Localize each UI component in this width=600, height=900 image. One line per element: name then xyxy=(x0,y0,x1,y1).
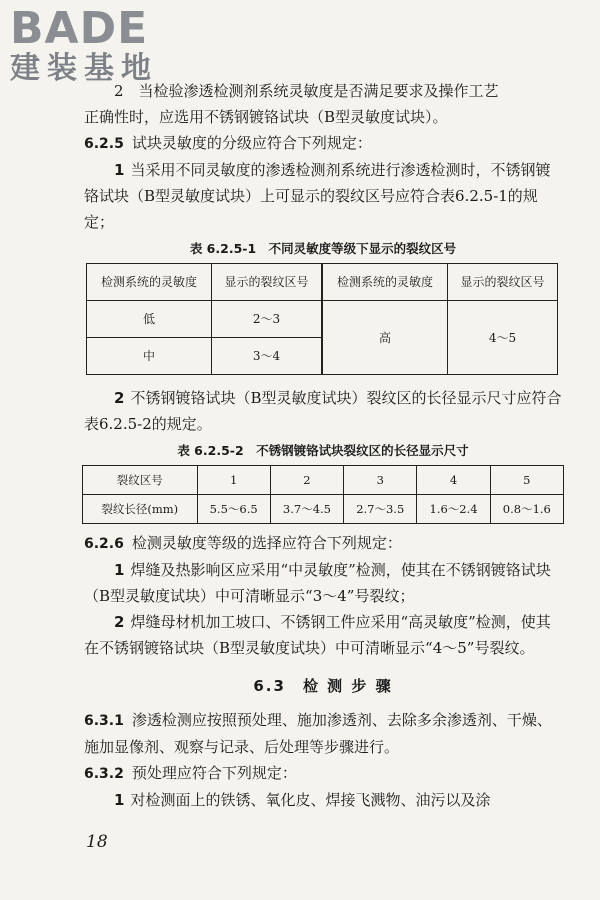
table-cell: 4～5 xyxy=(448,301,558,375)
logo-subtitle: 建装基地 xyxy=(10,51,158,86)
table-cell: 4 xyxy=(417,466,490,495)
clause-number: 6.3.1 xyxy=(84,713,124,729)
table-cell: 高 xyxy=(322,301,448,375)
table-cell: 1 xyxy=(197,466,270,495)
table-cell: 5.5～6.5 xyxy=(197,495,270,524)
table-row xyxy=(83,495,564,524)
clause-6-2-6 xyxy=(84,530,562,557)
logo-wordmark: BADE xyxy=(10,3,149,54)
table-header-cell: 显示的裂纹区号 xyxy=(212,264,322,301)
table-cell: 中 xyxy=(87,338,212,375)
item-text: 不锈钢镀铬试块（B型灵敏度试块）裂纹区的长径显示尺寸应符合表6.2.5-2的规定。 xyxy=(84,389,562,433)
item-text: 对检测面上的铁锈、氧化皮、焊接飞溅物、油污以及涂 xyxy=(130,791,491,809)
item-1 xyxy=(84,557,562,609)
table-cell: 裂纹区号 xyxy=(83,466,198,495)
table-cell: 5 xyxy=(490,466,563,495)
clause-6-3-1 xyxy=(84,707,562,760)
item-number: 2 xyxy=(114,389,125,407)
table-cell: 低 xyxy=(87,301,212,338)
paragraph-line: 正确性时，应选用不锈钢镀铬试块（B型灵敏度试块）。 xyxy=(84,108,448,126)
item-number: 1 xyxy=(114,561,125,579)
table-cell: 3 xyxy=(344,466,417,495)
table-1-title: 表 6.2.5-1 不同灵敏度等级下显示的裂纹区号 xyxy=(189,241,457,256)
clause-number: 6.2.5 xyxy=(84,136,124,152)
table-cell: 2.7～3.5 xyxy=(344,495,417,524)
section-heading: 6.3 检 测 步 骤 xyxy=(253,677,393,695)
clause-text: 试块灵敏度的分级应符合下列规定： xyxy=(131,134,372,152)
table-cell: 2～3 xyxy=(212,301,322,338)
table-2-title: 表 6.2.5-2 不锈钢镀铬试块裂纹区的长径显示尺寸 xyxy=(177,443,469,458)
clause-text: 预处理应符合下列规定： xyxy=(131,764,297,782)
sensitivity-table xyxy=(86,263,558,375)
item-text: 焊缝母材机加工坡口、不锈钢工件应采用“高灵敏度”检测，使其在不锈钢镀铬试块（B型灵敏度试块）中可清晰显示“4～5”号裂纹。 xyxy=(84,613,551,657)
item-text: 焊缝及热影响区应采用“中灵敏度”检测，使其在不锈钢镀铬试块（B型灵敏度试块）中可清晰显示“3～4”号裂纹； xyxy=(84,561,551,605)
table-cell: 3.7～4.5 xyxy=(270,495,343,524)
table-cell: 1.6～2.4 xyxy=(417,495,490,524)
crack-length-table xyxy=(82,465,564,524)
table-cell: 裂纹长径(mm) xyxy=(83,495,198,524)
table-header-cell: 显示的裂纹区号 xyxy=(448,264,558,301)
table-header-cell: 检测系统的灵敏度 xyxy=(87,264,212,301)
page-number: 18 xyxy=(86,832,108,852)
table-row xyxy=(87,264,558,301)
item-text: 当采用不同灵敏度的渗透检测剂系统进行渗透检测时，不锈钢镀铬试块（B型灵敏度试块）上可显示的裂纹区号应符合表6.2.5-1的规定； xyxy=(84,161,551,231)
item-number: 2 xyxy=(114,613,125,631)
item-1 xyxy=(84,157,562,235)
paragraph-line: 2 当检验渗透检测剂系统灵敏度是否满足要求及操作工艺 xyxy=(114,82,499,100)
clause-number: 6.2.6 xyxy=(84,536,124,552)
table-cell: 0.8～1.6 xyxy=(490,495,563,524)
document-body xyxy=(84,78,562,813)
clause-6-2-5 xyxy=(84,130,562,157)
item-number: 1 xyxy=(114,161,125,179)
table-cell: 3～4 xyxy=(212,338,322,375)
clause-text: 检测灵敏度等级的选择应符合下列规定： xyxy=(131,534,402,552)
table-row xyxy=(83,466,564,495)
table-row xyxy=(87,301,558,338)
clause-number: 6.3.2 xyxy=(84,766,124,782)
table-header-cell: 检测系统的灵敏度 xyxy=(322,264,448,301)
item-2 xyxy=(84,385,562,437)
clause-text: 渗透检测应按照预处理、施加渗透剂、去除多余渗透剂、干燥、施加显像剂、观察与记录、后处理等步骤进行。 xyxy=(84,711,552,756)
item-2 xyxy=(84,609,562,661)
table-cell: 2 xyxy=(270,466,343,495)
item-1 xyxy=(84,787,562,813)
clause-6-3-2 xyxy=(84,760,562,787)
bade-logo xyxy=(10,3,180,86)
item-number: 1 xyxy=(114,791,125,809)
